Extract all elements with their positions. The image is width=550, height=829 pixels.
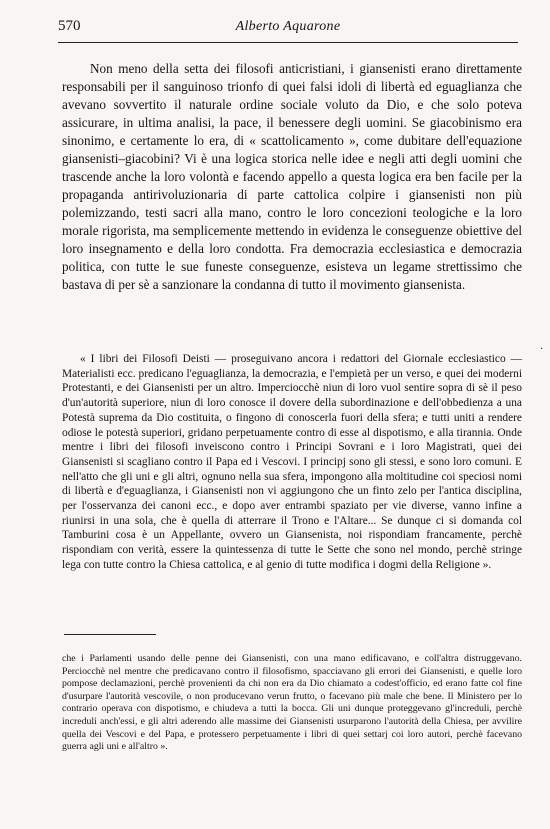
main-text (62, 60, 522, 294)
footnote-text: che i Parlamenti usando delle penne dei Giansenisti, con una mano edificavano, e coll'altra distruggevano. Perciocchè nel mentre che predicavano contro il filosofismo, spacciavano gli errori dei Giansenisti, e quelle loro pompose declamazioni, perchè provenienti da chi non era da Dio chiamato a codest'officio, ed erano fatte col fine d'usurpare l'autorità vescovile, o non producevano verun frutto, o facevano più male che bene. Il Ministero per lo contrario operava con dispotismo, e chiudeva a tutti la bocca. Gli uni dunque proteggevano gl'increduli, perchè increduli anch'essi, e gli altri aderendo alle massime dei Giansenisti usurparono l'autorità della Chiesa, per avvilire quella dei Vescovi e del Papa, e protessero perpetuamente i libri di quei settarj coi loro autori, perchè facevano guerra agli uni e all'altro ». (62, 653, 522, 753)
main-paragraph: Non meno della setta dei filosofi anticristiani, i giansenisti erano direttamente responsabili per il sanguinoso trionfo di quei falsi idoli di libertà ed eguaglianza che avevano sovvertito il naturale ordine sociale voluto da Dio, e che solo poteva assicurare, in ultima analisi, la pace, il benessere degli uomini. Se giacobinismo era sinonimo, e certamente lo era, di « scattolicamento », come dubitare dell'equazione giansenisti–giacobini? Vi è una logica storica nelle idee e negli atti degli uomini che trascende anche la loro volontà e facendo appello a questa logica era ben facile per la propaganda antirivoluzionaria di parte cattolica colpire i giansenisti non più polemizzando, testi sacri alla mano, contro le loro concezioni teologiche e la loro morale rigorista, ma semplicemente mettendo in evidenza le conseguenze obiettive del loro insegnamento e della loro condotta. Fra democrazia ecclesiastica e democrazia politica, con tutte le sue funeste conseguenze, esisteva un legame strettissimo che bastava di per sè a sanzionare la condanna di tutto il movimento giansenista. (62, 61, 522, 292)
margin-mark: · (540, 344, 544, 355)
footnote-rule (64, 634, 156, 635)
quote-paragraph: « I libri dei Filosofi Deisti — proseguivano ancora i redattori del Giornale ecclesiastico — Materialisti ecc. predicano l'eguaglianza, la democrazia, e l'empietà per un verso, e quei dei moderni Protestanti, e dei Giansenisti per un altro. Imperciocchè niun di loro vuol sentire sopra di sè il peso d'un'autorità superiore, niun di loro conosce il dovere della subordinazione e dell'obbedienza a una Potestà suprema da Dio costituita, o fingono di conoscerla fuori della sfera; e tutti uniti a rendere odiose le potestà superiori, gridano perpetuamente contro di esse al dispotismo, e alla tirannia. Onde mentre i libri dei filosofi inveiscono contro i Principi Sovrani e i loro Magistrati, quei dei Giansenisti si scagliano contro il Papa ed i Vescovi. I principj sono gli stessi, e sono loro comuni. E nell'atto che gli uni e gli altri, ognuno nella sua sfera, impongono alla moltitudine coi speciosi nomi di libertà e d'eguaglianza, i Giansenisti non vi aggiungono che un finto zelo per l'antica disciplina, per l'osservanza dei canoni ecc., e dopo aver entrambi spaziato per vie diverse, vanno infine a riunirsi in una sola, che è quella di atterrare il Trono e l'Altare... Se dunque ci si domanda col Tamburini cosa è un Appellante, ovvero un Giansenista, noi rispondiam francamente, perchè rispondiam con verità, essere la quintessenza di tutte le Sette che sono nel mondo, perchè stringe lega con tutte contro la Chiesa cattolica, e al genio di tutte modifica i dogmi della Religione ». (62, 353, 522, 571)
quotation-block (62, 352, 522, 573)
footnote (62, 653, 522, 754)
running-title: Alberto Aquarone (235, 19, 341, 34)
page-number: 570 (58, 18, 81, 34)
page-header (58, 16, 518, 43)
